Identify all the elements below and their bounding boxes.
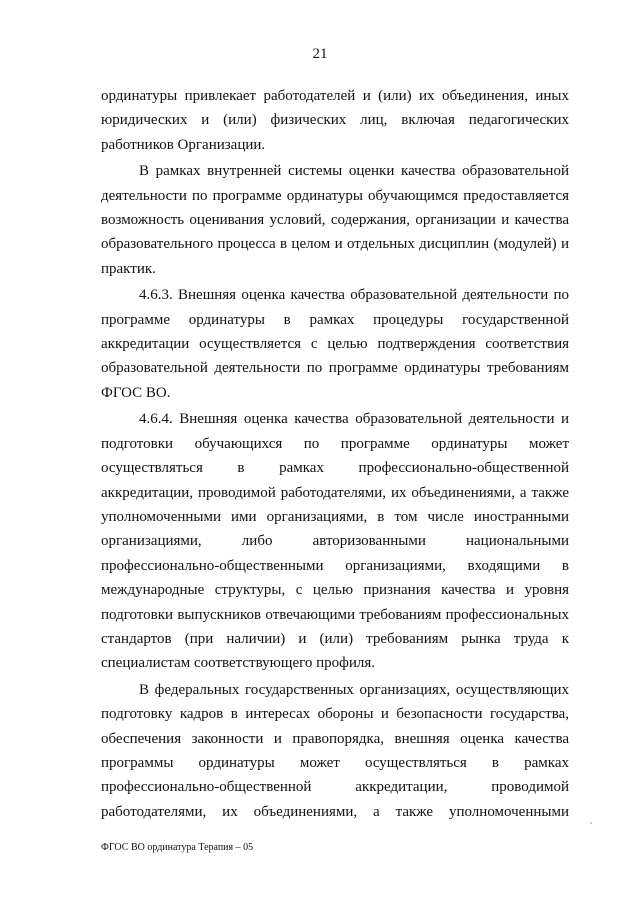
paragraph-4-6-3: 4.6.3. Внешняя оценка качества образовательной деятельности по программе ординатуры в рамках процедуры государственной аккредитации осуществляется с целью подтверждения соответствия образовательной деятельности по программе ординатуры требованиям ФГОС ВО.: [101, 287, 569, 401]
scan-speck: [590, 822, 592, 824]
paragraph-continuation: ординатуры привлекает работодателей и (или) их объединения, иных юридических и (или) физических лиц, включая педагогических работников Организации.: [101, 88, 569, 153]
paragraph-internal-assessment: В рамках внутренней системы оценки качества образовательной деятельности по программе ординатуры обучающимся предоставляется возможность оценивания условий, содержания, организации и качества образовательного процесса в целом и отдельных дисциплин (модулей) и практик.: [101, 163, 569, 277]
page-number: 21: [312, 46, 328, 62]
body-text: [101, 84, 569, 824]
paragraph-4-6-4: 4.6.4. Внешняя оценка качества образовательной деятельности и подготовки обучающихся по программе ординатуры может осуществляться в рамках профессионально-общественной аккредитации, проводимой работодателями, их объединениями, а также уполномоченными ими организациями, в том числе иностранными организациями, либо авторизованными национальными профессионально-общественными организациями, входящими в международные структуры, с целью признания качества и уровня подготовки выпускников отвечающими требованиям профессиональных стандартов (при наличии) и (или) требованиям рынка труда к специалистам соответствующего профиля.: [101, 411, 569, 672]
paragraph-federal-organizations: В федеральных государственных организациях, осуществляющих подготовку кадров в интересах обороны и безопасности государства, обеспечения законности и правопорядка, внешняя оценка качества программы ординатуры может осуществляться в рамках профессионально-общественной аккредитации, проводимой работодателями, их объединениями, а также уполномоченными: [101, 681, 569, 820]
footer-note: ФГОС ВО ординатура Терапия – 05: [101, 842, 254, 853]
